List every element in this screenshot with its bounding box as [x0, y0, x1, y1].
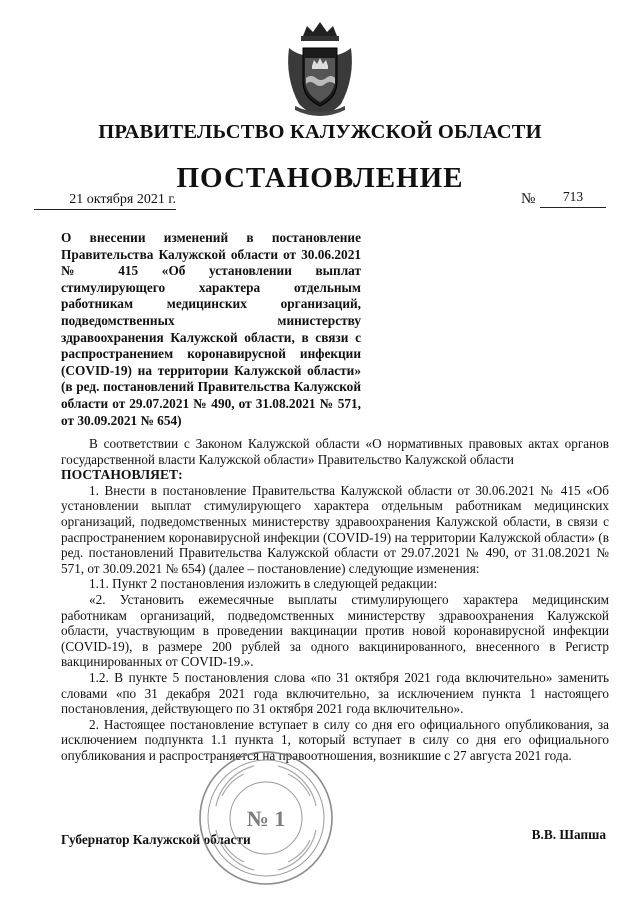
- seal-center-text: № 1: [246, 806, 286, 831]
- document-number-field: [540, 189, 606, 208]
- document-body: [61, 436, 609, 763]
- signatory-name: В.В. Шапша: [531, 827, 606, 842]
- signatory-position: Губернатор Калужской области: [61, 832, 251, 847]
- document-date-field: [34, 191, 176, 210]
- document-number: 713: [562, 189, 584, 204]
- coat-of-arms-emblem: [281, 18, 359, 118]
- document-date: 21 октября 2021 г.: [69, 192, 176, 207]
- official-seal-stamp: [196, 748, 336, 888]
- body-preamble: В соответствии с Законом Калужской области «О нормативных правовых актах органов государственной власти Калужской области» Правительство Калужской области ПОСТАНОВЛЯЕТ:: [61, 436, 609, 483]
- body-paragraph-2: 2. Настоящее постановление вступает в силу со дня его официального опубликования, за исключением подпункта 1.1 пункта 1, который вступает в силу со дня его официального опубликования и распространяется на правоотношения, возникшие с 27 августа 2021 года.: [61, 716, 609, 763]
- body-paragraph-1-1-text: «2. Установить ежемесячные выплаты стимулирующего характера медицинским работникам организаций, подведомственных министерству здравоохранения Калужской области, участвующим в проведении вакцинации против новой коронавирусной инфекции (COVID-19), в размере 200 рублей за одного вакцинированного, внесенного в Регистр вакцинированных от COVID-19.».: [61, 591, 609, 670]
- document-type-title: ПОСТАНОВЛЕНИЕ: [176, 162, 464, 194]
- decree-word: ПОСТАНОВЛЯЕТ:: [61, 467, 183, 483]
- body-paragraph-1-1: 1.1. Пункт 2 постановления изложить в следующей редакции:: [89, 576, 438, 592]
- document-subject: О внесении изменений в постановление Правительства Калужской области от 30.06.2021 № 415 «Об установлении выплат стимулирующего характера отдельным работникам медицинских организаций, подведомственных министерству здравоохранения Калужской области, в связи с распространением коронавирусной инфекции (COVID-19) на территории Калужской области» (в ред. постановлений Правительства Калужской области от 29.07.2021 № 490, от 31.08.2021 № 571, от 30.09.2021 № 654): [61, 230, 361, 428]
- body-paragraph-1-2: 1.2. В пункте 5 постановления слова «по 31 октября 2021 года включительно» заменить словами «по 31 декабря 2021 года включительно, за исключением пункта 1 настоящего постановления, действующего по 31 октября 2021 года включительно».: [61, 669, 609, 717]
- body-paragraph-1: 1. Внести в постановление Правительства Калужской области от 30.06.2021 № 415 «Об установлении выплат стимулирующего характера отдельным работникам медицинских организаций, подведомственных министерству здравоохранения Калужской области, в связи с распространением коронавирусной инфекции (COVID-19) на территории Калужской области» (в ред. постановлений Правительства Калужской области от 29.07.2021 № 490, от 31.08.2021 № 571, от 30.09.2021 № 654) (далее – постановление) следующие изменения:: [61, 482, 609, 576]
- document-number-label: №: [521, 191, 536, 207]
- organization-title: ПРАВИТЕЛЬСТВО КАЛУЖСКОЙ ОБЛАСТИ: [98, 121, 542, 143]
